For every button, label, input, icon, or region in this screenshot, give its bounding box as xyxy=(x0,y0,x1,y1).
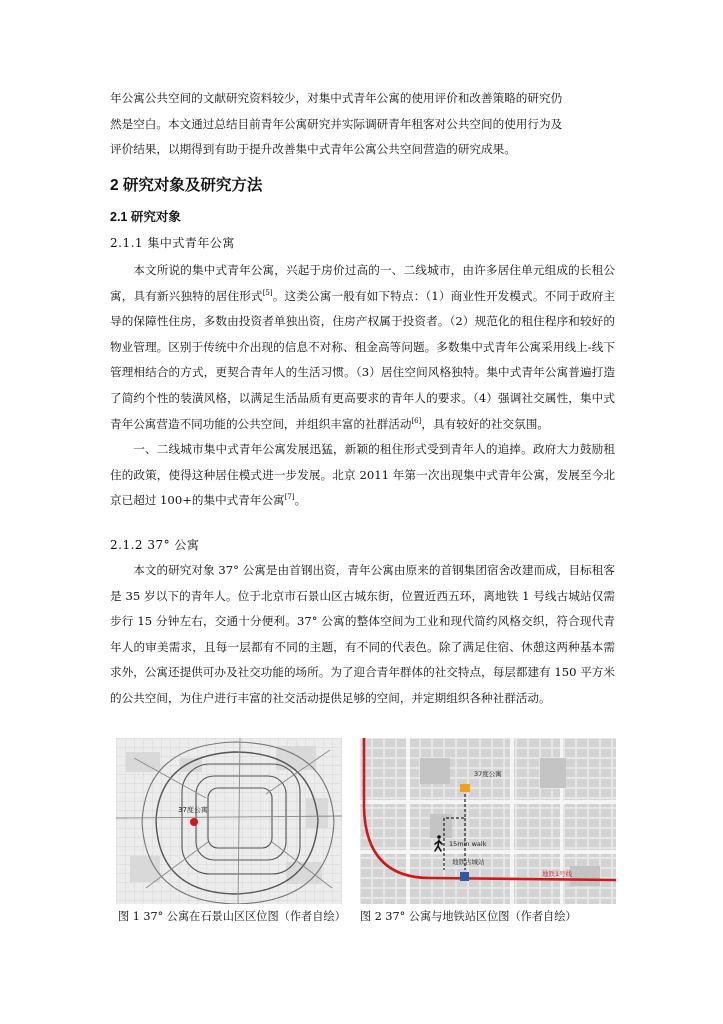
section-2-1-heading: 2.1 研究对象 xyxy=(110,210,181,224)
marker-label: 37度公寓 xyxy=(178,806,208,814)
citation-6: [6] xyxy=(411,416,422,425)
section-2-1-1-heading: 2.1.1 集中式青年公寓 xyxy=(110,236,235,250)
intro-line-3: 评价结果，以期得到有助于提升改善集中式青年公寓公共空间营造的研究成果。 xyxy=(110,142,516,157)
station-label: 地铁古城站 xyxy=(452,858,485,866)
citation-7: [7] xyxy=(284,493,295,502)
section-2-1-2-body xyxy=(110,558,615,712)
paragraph-37-apartment: 本文的研究对象 37° 公寓是由首钢出资，青年公寓由原来的首钢集团宿舍改建而成，目标租客是 35 岁以下的青年人。位于北京市石景山区古城东街，位置近西五环，离地铁 1 号线古城站仅需步行 15 分钟左右，交通十分便利。37° 公寓的整体空间为工业和现代简约风格交织，符合现代青年人的审美需求，且每一层都有不同的主题，有不同的代表色。除了满足住宿、休憩这两种基本需求外，公寓还提供可办及社交功能的场所。为了迎合青年群体的社交特点，每层都建有 150 平方米的公共空间，为住户进行丰富的社交活动提供足够的空间，并定期组织各种社群活动。 xyxy=(110,563,615,705)
figure-1-district-map xyxy=(116,738,342,904)
apartment-location-marker xyxy=(190,818,198,826)
metro-station-icon xyxy=(460,872,469,881)
intro-line-2: 然是空白。本文通过总结目前青年公寓研究并实际调研青年租客对公共空间的使用行为及 xyxy=(110,116,563,131)
para-text-b: 。这类公寓一般有如下特点：（1）商业性开发模式。不同于政府主导的保障性住房，多数由投资者单独出资，住房产权属于投资者。（2）规范化的租住程序和较好的物业管理。区别于传统中介出现的信息不对称、租金高等问题。多数集中式青年公寓采用线上-线下管理相结合的方式，更契合青年人的生活习惯。（3）居住空间风格独特。集中式青年公寓普遍打造了简约个性的装潢风格，以满足生活品质有更高要求的青年人的要求。（4）强调社交属性，集中式青年公寓营造不同功能的公共空间，并组织丰富的社群活动 xyxy=(110,288,615,431)
figure-1-caption: 图 1 37° 公寓在石景山区区位图（作者自绘） xyxy=(118,910,346,923)
section-2-1-2-heading: 2.1.2 37° 公寓 xyxy=(110,538,200,552)
metro-line-label: 地铁1号线 xyxy=(542,870,573,878)
metro-map-graphic xyxy=(360,738,616,904)
district-map-graphic xyxy=(116,738,342,904)
section-2-1-1-body xyxy=(110,258,615,514)
paragraph-market-development xyxy=(110,437,615,514)
para-text-d: 一、二线城市集中式青年公寓发展迅猛，新颖的租住形式受到青年人的追捧。政府大力鼓励租住的政策，使得这种居住模式进一步发展。北京 2011 年第一次出现集中式青年公寓，发展至今北京已超过 100+的集中式青年公寓 xyxy=(110,442,615,508)
walk-time-label: 15min walk xyxy=(449,840,487,848)
paragraph-apartment-definition xyxy=(110,258,615,437)
intro-paragraph xyxy=(110,86,615,163)
para-text-e: 。 xyxy=(294,493,307,508)
figure-2-caption: 图 2 37° 公寓与地铁站区位图（作者自绘） xyxy=(360,910,577,923)
citation-5: [5] xyxy=(262,288,273,297)
apartment-label: 37度公寓 xyxy=(474,770,502,778)
para-text-c: ，具有较好的社交氛围。 xyxy=(421,416,549,431)
para-text-a: 本文所说的集中式青年公寓，兴起于房价过高的一、二线城市，由许多居住单元组成的长租公寓，具有新兴独特的居住形式 xyxy=(110,263,615,303)
figure-2-metro-map xyxy=(360,738,616,904)
section-2-heading: 2 研究对象及研究方法 xyxy=(110,177,263,194)
apartment-marker xyxy=(460,784,470,792)
intro-line-1: 年公寓公共空间的文献研究资料较少，对集中式青年公寓的使用评价和改善策略的研究仍 xyxy=(110,91,563,105)
